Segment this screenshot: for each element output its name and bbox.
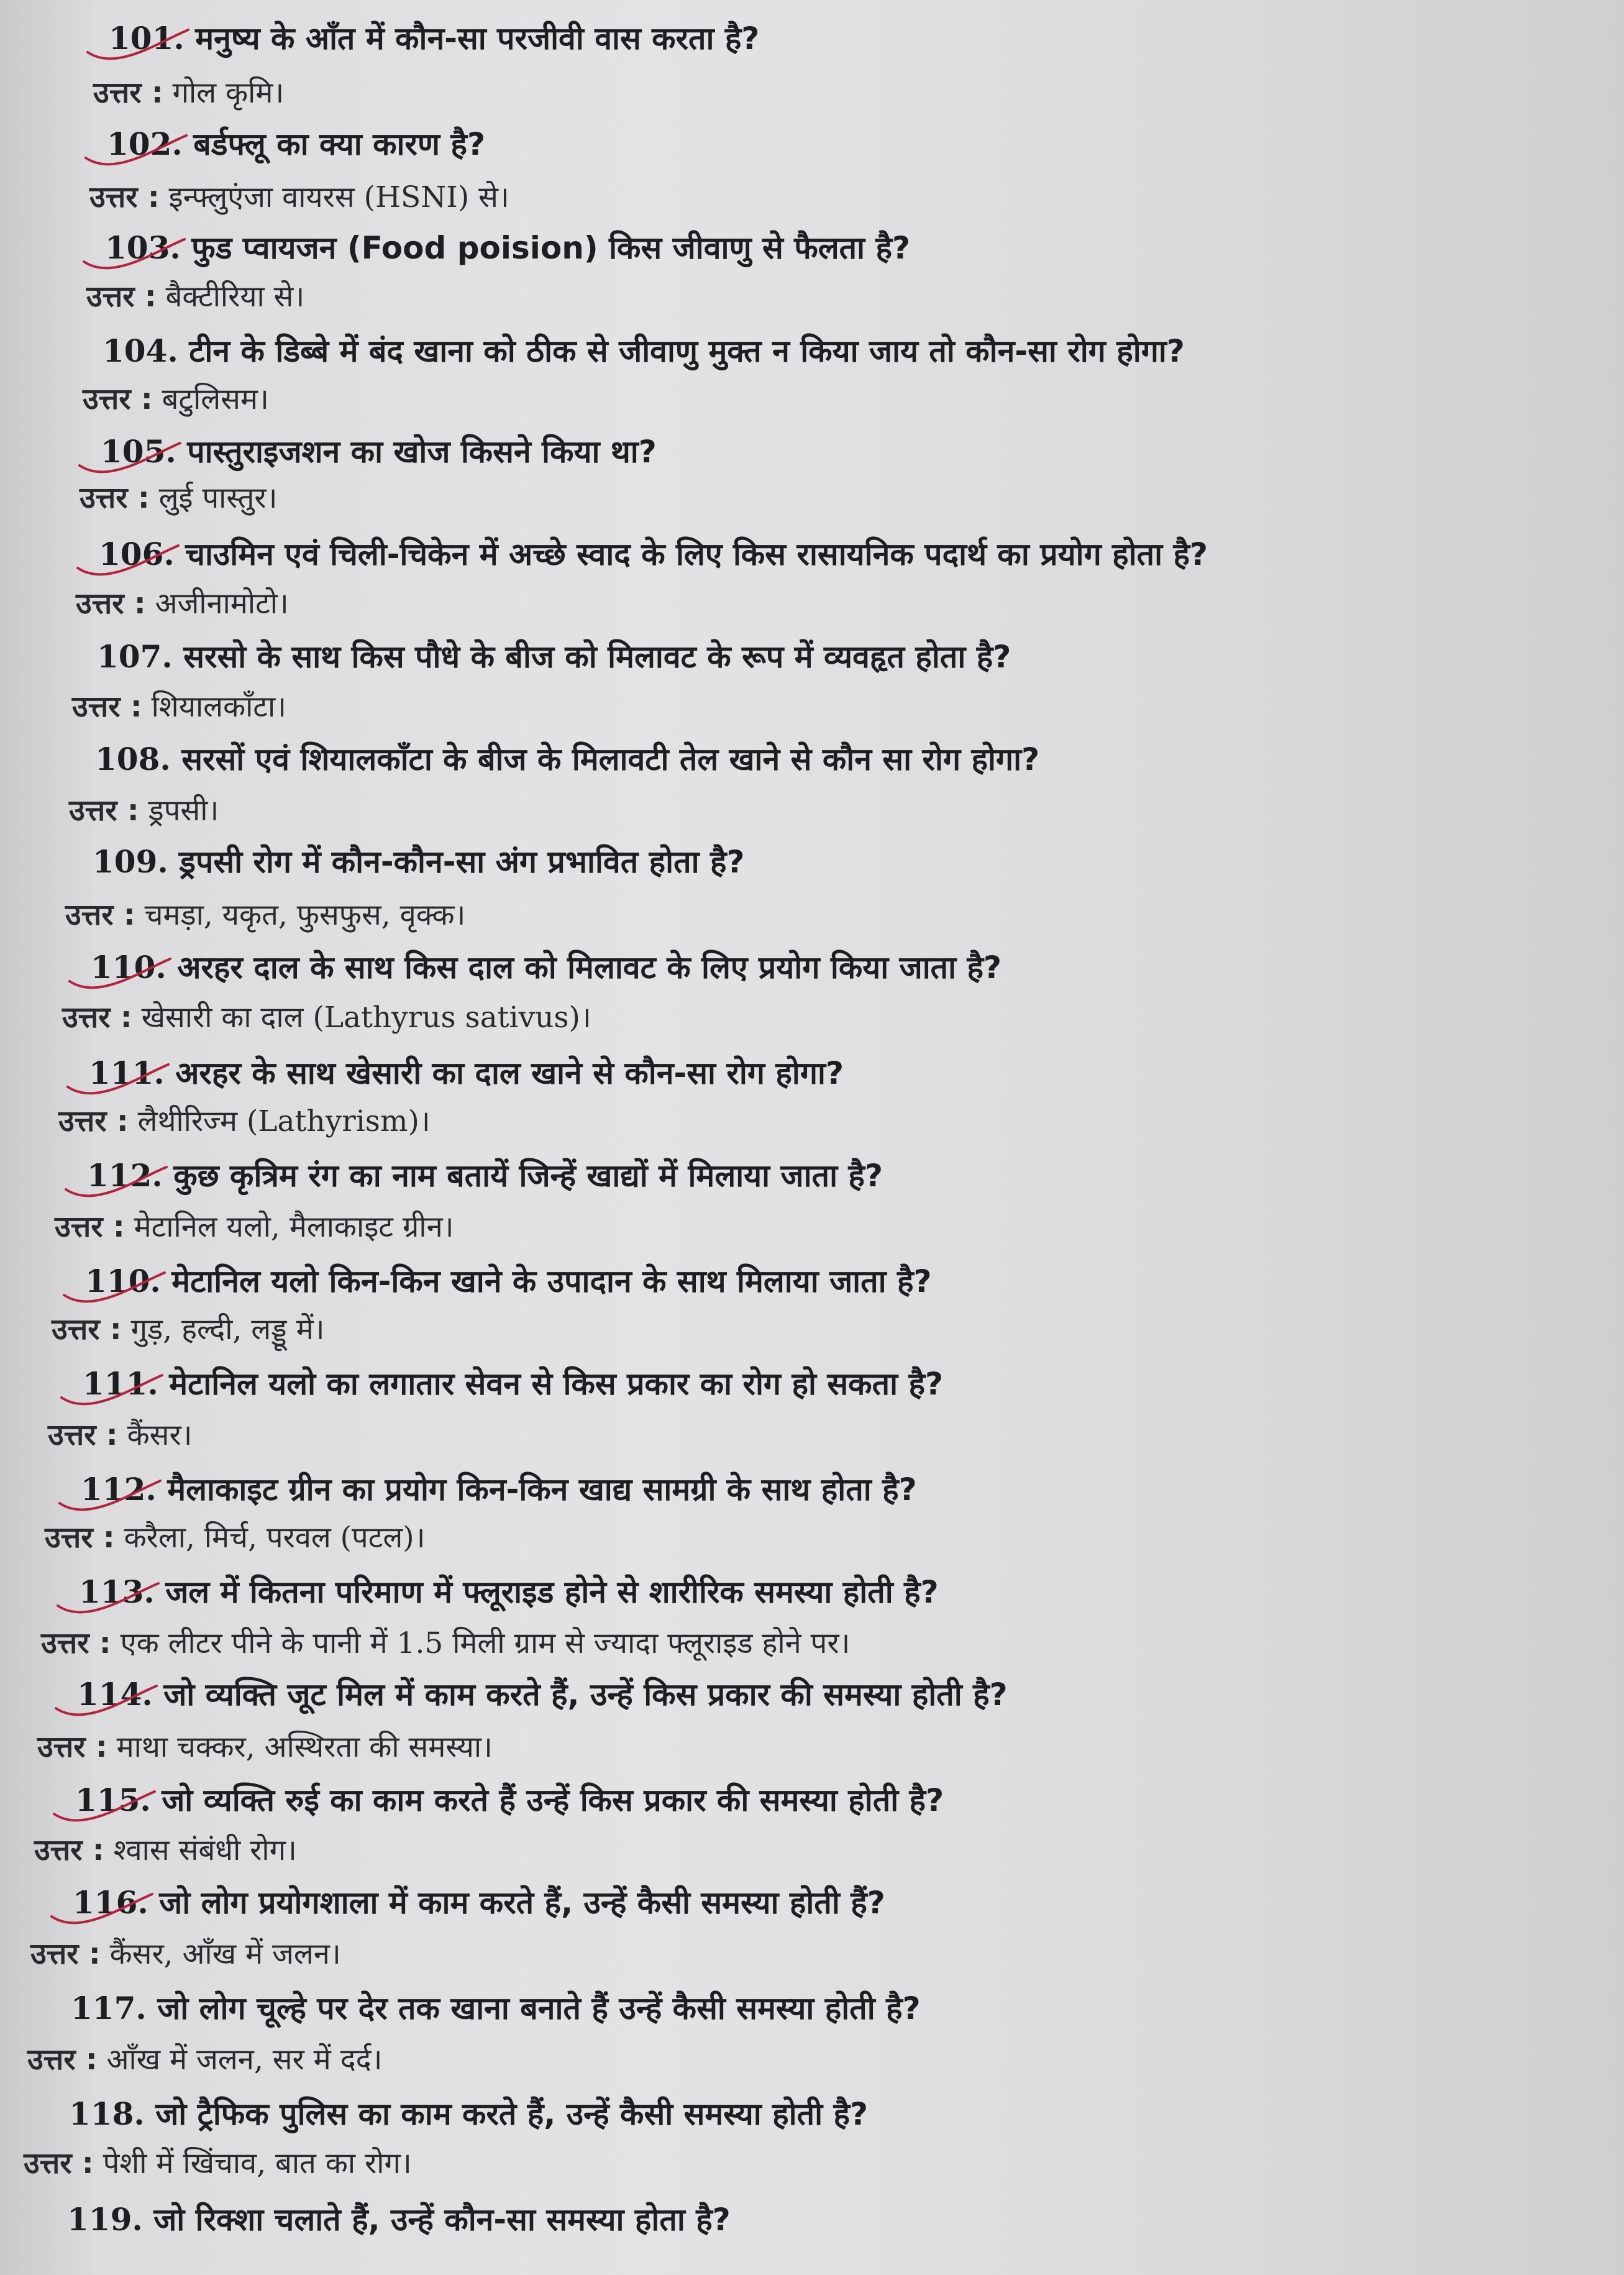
answer-label: उत्तर : <box>76 587 146 621</box>
question-number: 106. <box>99 536 175 572</box>
question-text: सरसों एवं शियालकाँटा के बीज के मिलावटी तेल खाने से कौन सा रोग होगा? <box>181 741 1040 777</box>
question-text: बर्डफ्लू का क्या कारण है? <box>193 126 485 162</box>
pen-tick-mark <box>80 233 198 277</box>
question-number: 119. <box>67 2201 143 2238</box>
question-7 <box>97 637 1011 677</box>
answer-5 <box>80 480 277 517</box>
answer-19 <box>30 1936 341 1973</box>
answer-8 <box>69 792 219 830</box>
answer-label: उत्तर : <box>89 180 160 214</box>
question-text: अरहर दाल के साथ किस दाल को मिलावट के लिए प्रयोग किया जाता है? <box>177 950 1002 986</box>
question-4 <box>103 331 1185 371</box>
question-18 <box>75 1780 944 1820</box>
question-number: 111. <box>89 1055 165 1091</box>
question-number: 116. <box>73 1884 148 1921</box>
answer-text: शियालकाँटा। <box>151 690 286 724</box>
answer-7 <box>72 689 286 726</box>
answer-15 <box>45 1519 425 1557</box>
answer-text: करैला, मिर्च, परवल (पटल)। <box>124 1521 426 1555</box>
question-1 <box>109 19 759 58</box>
answer-9 <box>65 897 465 934</box>
question-20 <box>71 1989 921 2028</box>
question-15 <box>81 1470 917 1509</box>
answer-11 <box>58 1103 431 1140</box>
question-21 <box>69 2094 868 2134</box>
answer-label: उत्तर : <box>72 690 142 724</box>
question-text: जो लोग चूल्हे पर देर तक खाना बनाते हैं उन्हें कैसी समस्या होती है? <box>157 1990 921 2026</box>
question-number: 115. <box>75 1782 151 1818</box>
question-10 <box>91 948 1001 987</box>
answer-label: उत्तर : <box>45 1521 115 1555</box>
question-8 <box>95 739 1039 779</box>
pen-tick-mark <box>58 1369 176 1412</box>
answer-text: बैक्टीरिया से। <box>165 280 305 314</box>
answer-label: उत्तर : <box>41 1626 111 1660</box>
answer-label: उत्तर : <box>55 1210 125 1244</box>
answer-2 <box>89 179 509 216</box>
question-text: जो व्यक्ति रुई का काम करते हैं उन्हें किस प्रकार की समस्या होती है? <box>162 1782 944 1818</box>
question-19 <box>73 1883 885 1923</box>
answer-label: उत्तर : <box>34 1833 104 1867</box>
answer-text: खेसारी का दाल (Lathyrus sativus)। <box>141 1000 591 1035</box>
answer-label: उत्तर : <box>27 2043 98 2077</box>
question-text: अरहर के साथ खेसारी का दाल खाने से कौन-सा रोग होगा? <box>175 1055 844 1091</box>
answer-label: उत्तर : <box>83 382 153 416</box>
answer-6 <box>76 585 289 623</box>
pen-tick-mark <box>64 1058 182 1102</box>
question-12 <box>87 1156 883 1196</box>
question-text: टीन के डिब्बे में बंद खाना को ठीक से जीवाणु मुक्त न किया जाय तो कौन-सा रोग होगा? <box>189 333 1185 369</box>
answer-text: लुई पास्तुर। <box>158 481 278 515</box>
answer-17 <box>37 1729 493 1766</box>
answer-label: उत्तर : <box>93 76 163 110</box>
question-number: 107. <box>97 638 173 675</box>
question-number: 117. <box>71 1990 147 2026</box>
pen-tick-mark <box>76 437 194 480</box>
pen-tick-mark <box>60 1266 178 1310</box>
answer-text: लैथीरिज्म (Lathyrism)। <box>137 1104 431 1138</box>
answer-label: उत्तर : <box>58 1104 129 1138</box>
answer-label: उत्तर : <box>52 1312 122 1347</box>
pen-tick-mark <box>52 1680 170 1723</box>
answer-text: आँख में जलन, सर में दर्द। <box>106 2043 383 2077</box>
question-6 <box>99 534 1208 574</box>
pen-tick-mark <box>56 1475 174 1518</box>
answer-3 <box>86 278 304 316</box>
question-text: ड्रपसी रोग में कौन-कौन-सा अंग प्रभावित होता है? <box>179 844 745 880</box>
answer-20 <box>27 2041 382 2079</box>
question-number: 103. <box>105 229 181 266</box>
question-text: जो व्यक्ति जूट मिल में काम करते हैं, उन्हें किस प्रकार की समस्या होती है? <box>163 1677 1008 1713</box>
answer-14 <box>48 1417 192 1454</box>
question-text: फुड प्वायजन (Food poision) किस जीवाणु से फैलता है? <box>191 230 911 266</box>
pen-tick-mark <box>50 1785 168 1829</box>
answer-13 <box>52 1311 325 1348</box>
answer-label: उत्तर : <box>65 898 135 932</box>
question-text: जो रिक्शा चलाते हैं, उन्हें कौन-सा समस्या होता है? <box>153 2202 731 2238</box>
question-number: 101. <box>109 20 185 57</box>
question-text: जो लोग प्रयोगशाला में काम करते हैं, उन्हें कैसी समस्या होती हैं? <box>159 1885 885 1921</box>
answer-16 <box>41 1625 850 1662</box>
answer-label: उत्तर : <box>86 280 157 314</box>
question-number: 111. <box>83 1365 158 1402</box>
question-number: 112. <box>81 1471 157 1508</box>
question-16 <box>79 1572 939 1612</box>
answer-text: पेशी में खिंचाव, बात का रोग। <box>103 2146 412 2181</box>
question-number: 112. <box>87 1157 163 1194</box>
question-number: 118. <box>69 2095 145 2132</box>
answer-12 <box>55 1209 454 1246</box>
question-text: जो ट्रैफिक पुलिस का काम करते हैं, उन्हें कैसी समस्या होती है? <box>155 2096 869 2132</box>
answer-text: अजीनामोटो। <box>155 587 289 621</box>
pen-tick-mark <box>74 539 192 583</box>
question-text: चाउमिन एवं चिली-चिकेन में अच्छे स्वाद के लिए किस रासायनिक पदार्थ का प्रयोग होता है? <box>185 536 1208 572</box>
question-text: पास्तुराइजशन का खोज किसने किया था? <box>187 434 657 470</box>
question-text: मैलाकाइट ग्रीन का प्रयोग किन-किन खाद्य सामग्री के साथ होता है? <box>167 1472 917 1508</box>
question-3 <box>105 228 910 268</box>
question-13 <box>85 1261 932 1301</box>
answer-text: गोल कृमि। <box>172 76 285 110</box>
question-text: मनुष्य के आँत में कौन-सा परजीवी वास करता है? <box>195 21 760 57</box>
question-number: 113. <box>79 1573 155 1610</box>
answer-text: कैंसर, आँख में जलन। <box>109 1937 341 1971</box>
answer-text: मेटानिल यलो, मैलाकाइट ग्रीन। <box>134 1210 454 1244</box>
answer-text: कैंसर। <box>127 1418 193 1452</box>
question-number: 105. <box>101 433 176 470</box>
question-number: 108. <box>95 741 171 777</box>
answer-label: उत्तर : <box>24 2146 94 2181</box>
answer-1 <box>93 75 284 112</box>
question-text: मेटानिल यलो का लगातार सेवन से किस प्रकार का रोग हो सकता है? <box>169 1366 943 1402</box>
question-number: 114. <box>77 1676 153 1713</box>
answer-text: इन्फ्लुएंजा वायरस (HSNI) से। <box>168 180 509 214</box>
pen-tick-mark <box>84 24 202 67</box>
pen-tick-mark <box>82 129 200 173</box>
question-text: कुछ कृत्रिम रंग का नाम बतायें जिन्हें खाद्यों में मिलाया जाता है? <box>173 1158 883 1194</box>
answer-21 <box>24 2145 412 2182</box>
pen-tick-mark <box>54 1577 172 1621</box>
question-14 <box>83 1364 943 1404</box>
answer-4 <box>83 381 269 418</box>
answer-label: उत्तर : <box>30 1937 101 1971</box>
answer-text: बटुलिसम। <box>162 382 269 416</box>
question-text: जल में कितना परिमाण में फ्लूराइड होने से शारीरिक समस्या होती है? <box>165 1574 939 1610</box>
answer-text: चमड़ा, यकृत, फुसफुस, वृक्क। <box>144 898 466 932</box>
answer-18 <box>34 1832 297 1869</box>
answer-label: उत्तर : <box>37 1730 107 1764</box>
answer-text: ड्रपसी। <box>148 794 219 828</box>
pen-tick-mark <box>62 1161 180 1204</box>
question-9 <box>93 842 745 882</box>
answer-10 <box>62 999 591 1037</box>
answer-label: उत्तर : <box>69 794 139 828</box>
question-11 <box>89 1053 844 1093</box>
question-text: सरसो के साथ किस पौधे के बीज को मिलावट के रूप में व्यवहृत होता है? <box>183 639 1011 675</box>
answer-label: उत्तर : <box>80 481 150 515</box>
answer-text: श्वास संबंधी रोग। <box>113 1833 297 1867</box>
answer-text: एक लीटर पीने के पानी में 1.5 मिली ग्राम से ज्यादा फ्लूराइड होने पर। <box>120 1626 851 1660</box>
answer-label: उत्तर : <box>48 1418 118 1452</box>
pen-tick-mark <box>66 953 184 996</box>
answer-label: उत्तर : <box>62 1000 132 1035</box>
question-number: 109. <box>93 843 168 880</box>
pen-tick-mark <box>48 1888 166 1931</box>
question-number: 110. <box>85 1263 161 1299</box>
question-number: 110. <box>91 949 167 986</box>
question-17 <box>77 1675 1008 1714</box>
question-22 <box>67 2200 731 2240</box>
answer-text: गुड़, हल्दी, लड्डू में। <box>130 1312 325 1347</box>
question-number: 102. <box>107 126 183 162</box>
question-text: मेटानिल यलो किन-किन खाने के उपादान के साथ मिलाया जाता है? <box>171 1263 932 1299</box>
answer-text: माथा चक्कर, अस्थिरता की समस्या। <box>116 1730 493 1764</box>
question-number: 104. <box>103 332 178 369</box>
